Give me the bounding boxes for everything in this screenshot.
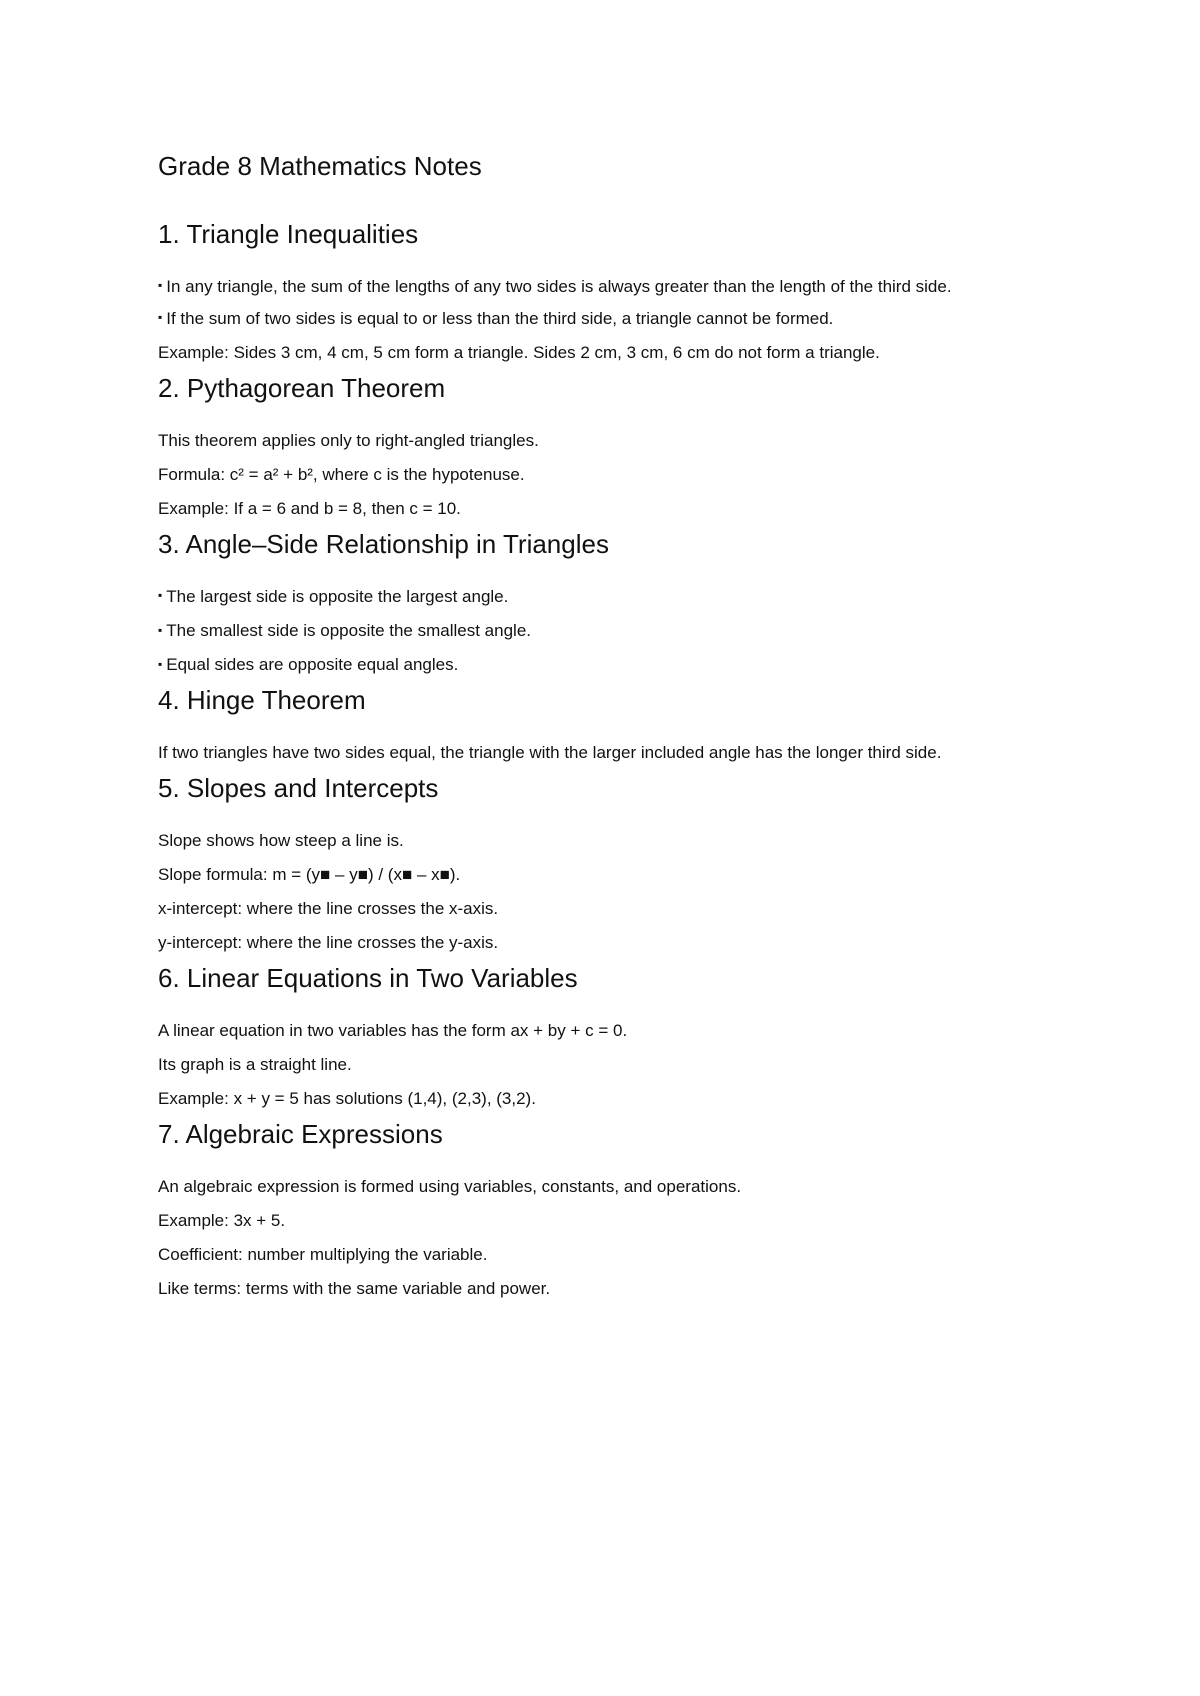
bullet-icon: ▪ bbox=[158, 278, 163, 293]
example-text: Example: x + y = 5 has solutions (1,4), (2,3), (3,2). bbox=[158, 1089, 536, 1109]
example-text: Example: 3x + 5. bbox=[158, 1211, 286, 1231]
paragraph-line: A linear equation in two variables has the form ax + by + c = 0. bbox=[158, 1020, 628, 1040]
bullet-text: The largest side is opposite the largest angle. bbox=[166, 586, 509, 606]
bullet-item bbox=[158, 586, 1058, 608]
bullet-text: The smallest side is opposite the smallest angle. bbox=[166, 620, 532, 640]
paragraph-line: This theorem applies only to right-angled triangles. bbox=[158, 430, 539, 450]
bullet-icon: ▪ bbox=[158, 588, 163, 603]
paragraph-line: Its graph is a straight line. bbox=[158, 1054, 352, 1074]
formula-line: Slope formula: m = (y■ – y■) / (x■ – x■). bbox=[158, 864, 461, 884]
section-heading-linear-equations: 6. Linear Equations in Two Variables bbox=[158, 963, 578, 994]
paragraph-line: Like terms: terms with the same variable and power. bbox=[158, 1279, 551, 1299]
section-heading-pythagorean-theorem: 2. Pythagorean Theorem bbox=[158, 372, 446, 403]
bullet-text: In any triangle, the sum of the lengths of any two sides is always greater than the length of the third side. bbox=[166, 276, 952, 296]
paragraph-line: If two triangles have two sides equal, the triangle with the larger included angle has the longer third side. bbox=[158, 742, 942, 762]
bullet-text: If the sum of two sides is equal to or less than the third side, a triangle cannot be formed. bbox=[166, 308, 834, 328]
example-text: Example: Sides 3 cm, 4 cm, 5 cm form a triangle. Sides 2 cm, 3 cm, 6 cm do not form a triangle. bbox=[158, 342, 880, 362]
section-heading-algebraic-expressions: 7. Algebraic Expressions bbox=[158, 1119, 443, 1150]
paragraph-line: Coefficient: number multiplying the variable. bbox=[158, 1245, 488, 1265]
section-heading-hinge-theorem: 4. Hinge Theorem bbox=[158, 685, 366, 716]
bullet-item bbox=[158, 308, 1058, 330]
section-heading-triangle-inequalities: 1. Triangle Inequalities bbox=[158, 218, 419, 249]
bullet-item bbox=[158, 276, 1058, 298]
paragraph-line: An algebraic expression is formed using variables, constants, and operations. bbox=[158, 1176, 742, 1196]
paragraph-line: Slope shows how steep a line is. bbox=[158, 830, 404, 850]
bullet-icon: ▪ bbox=[158, 622, 163, 637]
document-page bbox=[158, 150, 1058, 1300]
example-text: Example: If a = 6 and b = 8, then c = 10. bbox=[158, 498, 461, 518]
section-heading-angle-side-relationship: 3. Angle–Side Relationship in Triangles bbox=[158, 528, 609, 559]
bullet-icon: ▪ bbox=[158, 656, 163, 671]
paragraph-line: x-intercept: where the line crosses the x-axis. bbox=[158, 898, 499, 918]
formula-line: Formula: c² = a² + b², where c is the hypotenuse. bbox=[158, 464, 525, 484]
bullet-icon: ▪ bbox=[158, 310, 163, 325]
bullet-text: Equal sides are opposite equal angles. bbox=[166, 654, 459, 674]
section-heading-slopes-intercepts: 5. Slopes and Intercepts bbox=[158, 772, 439, 803]
paragraph-line: y-intercept: where the line crosses the y-axis. bbox=[158, 933, 499, 952]
bullet-item bbox=[158, 654, 1058, 676]
bullet-item bbox=[158, 620, 1058, 642]
document-title: Grade 8 Mathematics Notes bbox=[158, 151, 482, 181]
